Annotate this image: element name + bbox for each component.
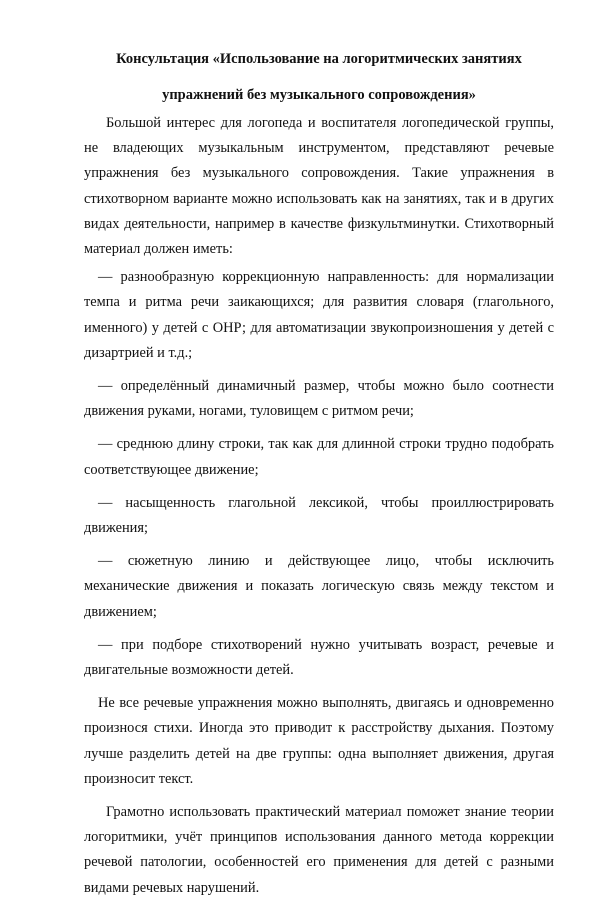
paragraph-theory: Грамотно использовать практический материал поможет знание теории логоритмики, учёт принципов использования данного метода коррекции речевой патологии, особенностей его применения для детей с разными видами речевых нарушений. [84,804,554,896]
list-item-storyline: — сюжетную линию и действующее лицо, чтобы исключить механические движения и показать логическую связь между текстом и движением; [84,553,554,620]
paragraph-intro: Большой интерес для логопеда и воспитателя логопедической группы, не владеющих музыкальным инструментом, представляют речевые упражнения без музыкального сопровождения. Такие упражнения в стихотворном варианте можно использовать как на занятиях, так и в других видах деятельности, например в качестве физкультминутки. Стихотворный материал должен иметь: [84,115,554,258]
document-title-line-2: упражнений без музыкального сопровождения» [162,87,476,103]
list-item-correction: — разнообразную коррекционную направленность: для нормализации темпа и ритма речи заикающихся; для развития словаря (глагольного, именного) у детей с ОНР; для автоматизации звукопроизношения у детей с дизартрией и т.д.; [84,269,554,361]
list-item-verb-vocabulary: — насыщенность глагольной лексикой, чтобы проиллюстрировать движения; [84,494,554,537]
document-body [84,111,554,901]
list-item-meter: — определённый динамичный размер, чтобы можно было соотнести движения руками, ногами, туловищем с ритмом речи; [84,378,554,420]
paragraph-breathing: Не все речевые упражнения можно выполнять, двигаясь и одновременно произнося стихи. Иногда это приводит к расстройству дыхания. Поэтому лучше разделить детей на две группы: одна выполняет движения, другая произносит текст. [84,695,554,787]
list-item-selection: — при подборе стихотворений нужно учитывать возраст, речевые и двигательные возможности детей. [84,636,554,679]
document-title-line-1: Консультация «Использование на логоритмических занятиях [116,51,522,67]
list-item-line-length: — среднюю длину строки, так как для длинной строки трудно подобрать соответствующее движение; [84,436,554,478]
